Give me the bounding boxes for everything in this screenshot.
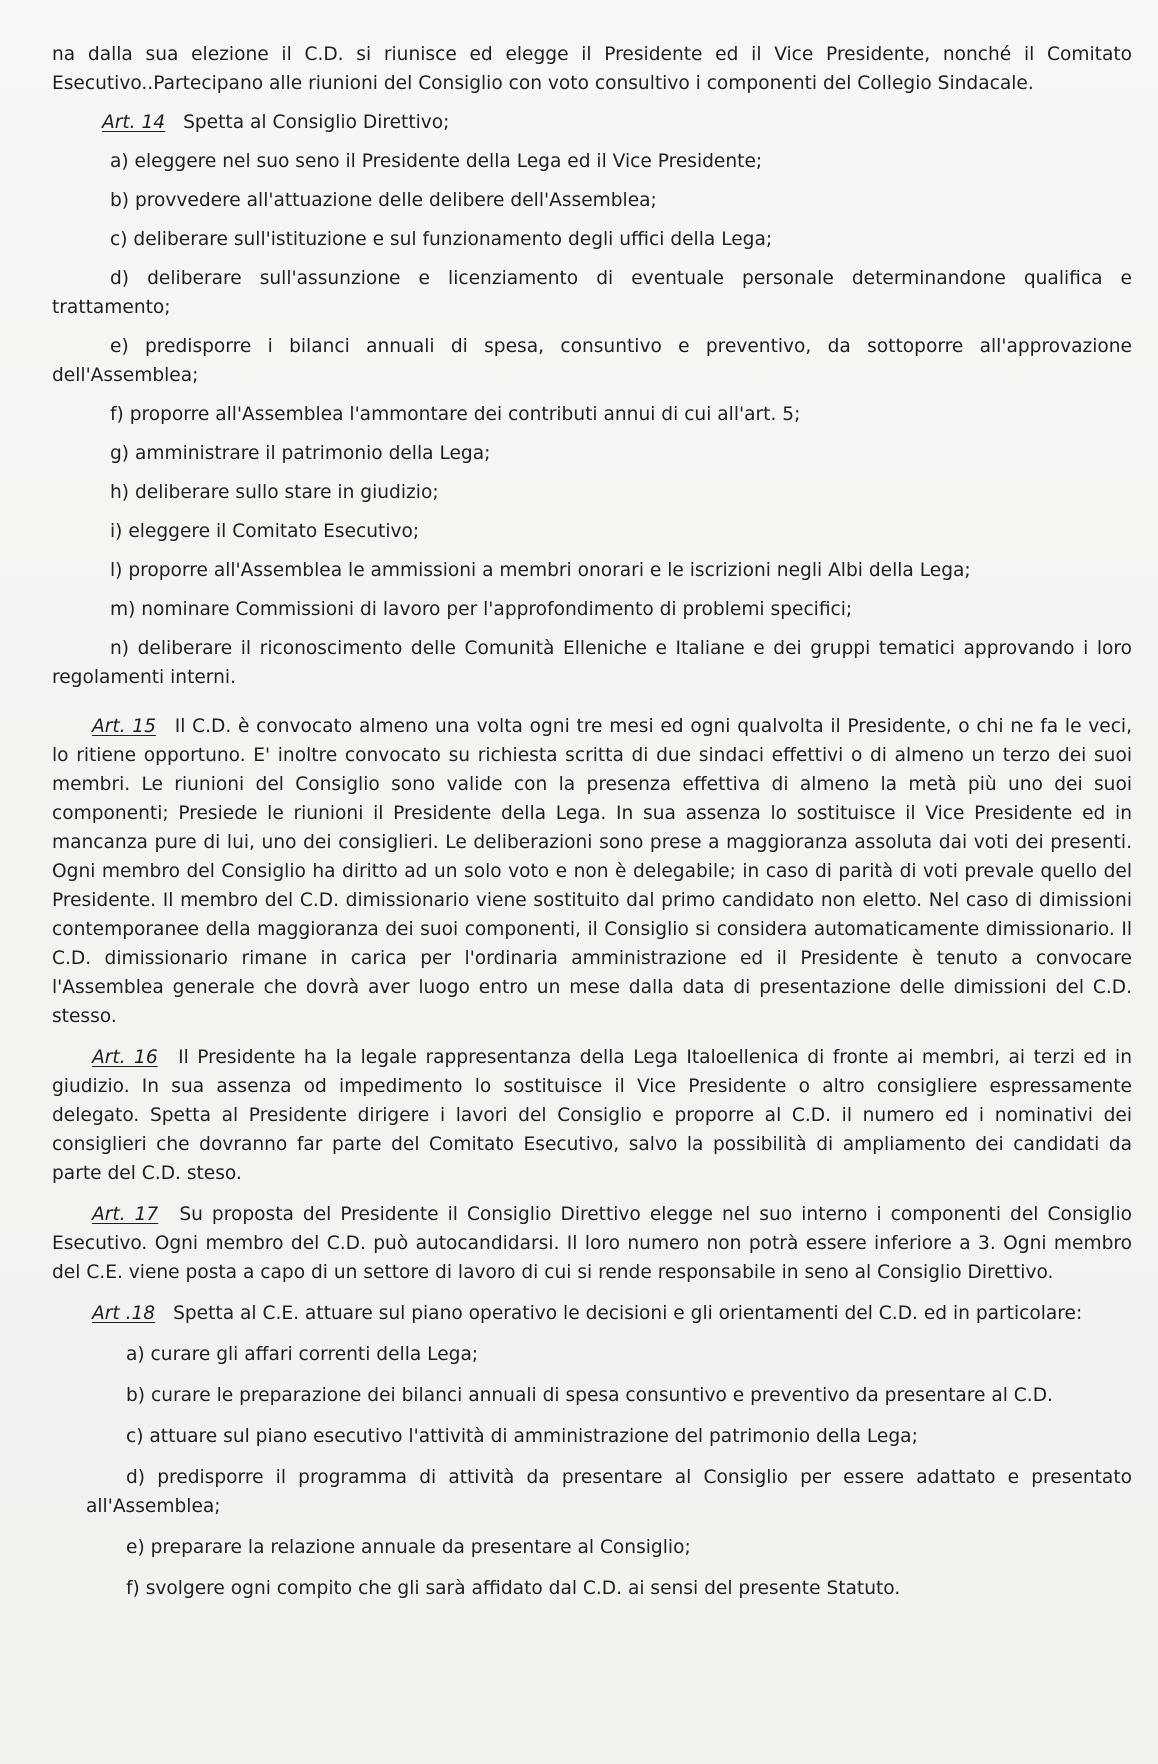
art18-item-d: d) predisporre il programma di attività da presentare al Consiglio per essere adattato e presentato all'Assemblea; (86, 1467, 1132, 1517)
art14-item-a: a) eleggere nel suo seno il Presidente della Lega ed il Vice Presidente; (110, 151, 763, 172)
art18-item-c: c) attuare sul piano esecutivo l'attività di amministrazione del patrimonio della Lega; (126, 1426, 918, 1447)
art14-item-d: d) deliberare sull'assunzione e licenziamento di eventuale personale determinandone qualifica e trattamento; (52, 268, 1132, 318)
art15-label: Art. 15 (92, 716, 156, 737)
art14-label: Art. 14 (102, 112, 166, 133)
art16-text: Il Presidente ha la legale rappresentanza della Lega Italoellenica di fronte ai membri, ai terzi ed in giudizio. In sua assenza od impedimento lo sostituisce il Vice Presidente o altro consigliere espressamente delegato. Spetta al Presidente dirigere i lavori del Consiglio e proporre al C.D. il numero ed i nominativi dei consiglieri che dovranno far parte del Comitato Esecutivo, salvo la possibilità di ampliamento dei candidati da parte del C.D. steso. (52, 1047, 1132, 1184)
art14-item-n: n) deliberare il riconoscimento delle Comunità Elleniche e Italiane e dei gruppi tematici approvando i loro regolamenti interni. (52, 638, 1132, 688)
art17-text: Su proposta del Presidente il Consiglio Direttivo elegge nel suo interno i componenti del Consiglio Esecutivo. Ogni membro del C.D. può autocandidarsi. Il loro numero non potrà essere inferiore a 3. Ogni membro del C.E. viene posta a capo di un settore di lavoro di cui si rende responsabile in seno al Consiglio Direttivo. (52, 1204, 1132, 1283)
art17-paragraph (52, 1200, 1132, 1287)
art17-label: Art. 17 (92, 1204, 159, 1225)
art14-item-l: l) proporre all'Assemblea le ammissioni a membri onorari e le iscrizioni negli Albi della Lega; (110, 560, 971, 581)
art14-item-c: c) deliberare sull'istituzione e sul funzionamento degli uffici della Lega; (110, 229, 773, 250)
opening-paragraph: na dalla sua elezione il C.D. si riunisce ed elegge il Presidente ed il Vice Presidente, nonché il Comitato Esecutivo..Partecipano alle riunioni del Consiglio con voto consultivo i componenti del Collegio Sindacale. (52, 44, 1132, 94)
art14-intro: Spetta al Consiglio Direttivo; (183, 112, 450, 133)
art14-item-b: b) provvedere all'attuazione delle delibere dell'Assemblea; (110, 190, 657, 211)
art15-text: Il C.D. è convocato almeno una volta ogni tre mesi ed ogni qualvolta il Presidente, o chi ne fa le veci, lo ritiene opportuno. E' inoltre convocato su richiesta scritta di due sindaci effettivi o di almeno un terzo dei suoi membri. Le riunioni del Consiglio sono valide con la presenza effettiva di almeno la metà più uno dei suoi componenti; Presiede le riunioni il Presidente della Lega. In sua assenza lo sostituisce il Vice Presidente ed in mancanza pure di lui, uno dei consiglieri. Le deliberazioni sono prese a maggioranza assoluta dai voti dei presenti. Ogni membro del Consiglio ha diritto ad un solo voto e non è delegabile; in caso di parità di voti prevale quello del Presidente. Il membro del C.D. dimissionario viene sostituito dal primo candidato non eletto. Nel caso di dimissioni contemporanee della maggioranza dei suoi componenti, il Consiglio si considera automaticamente dimissionario. Il C.D. dimissionario rimane in carica per l'ordinaria amministrazione ed il Presidente è tenuto a convocare l'Assemblea generale che dovrà aver luogo entro un mese dalla data di presentazione delle dimissioni del C.D. stesso. (52, 716, 1132, 1027)
art18-label: Art .18 (92, 1303, 156, 1324)
art18-item-f: f) svolgere ogni compito che gli sarà affidato dal C.D. ai sensi del presente Statuto. (126, 1578, 901, 1599)
document-content (52, 40, 1132, 1615)
art15-paragraph (52, 712, 1132, 1031)
art14-item-h: h) deliberare sullo stare in giudizio; (110, 482, 439, 503)
art14-item-m: m) nominare Commissioni di lavoro per l'approfondimento di problemi specifici; (110, 599, 853, 620)
art14-item-f: f) proporre all'Assemblea l'ammontare dei contributi annui di cui all'art. 5; (110, 404, 801, 425)
art16-label: Art. 16 (92, 1047, 158, 1068)
art18-item-e: e) preparare la relazione annuale da presentare al Consiglio; (126, 1537, 691, 1558)
art14-item-e: e) predisporre i bilanci annuali di spesa, consuntivo e preventivo, da sottoporre all'approvazione dell'Assemblea; (52, 336, 1132, 386)
art18-list (86, 1340, 1132, 1603)
art18-item-b: b) curare le preparazione dei bilanci annuali di spesa consuntivo e preventivo da presentare al C.D. (126, 1385, 1053, 1406)
art14-heading (52, 108, 1132, 137)
art18-intro: Spetta al C.E. attuare sul piano operativo le decisioni e gli orientamenti del C.D. ed in particolare: (173, 1303, 1083, 1324)
art14-item-g: g) amministrare il patrimonio della Lega; (110, 443, 491, 464)
art18-paragraph (52, 1299, 1132, 1328)
art16-paragraph (52, 1043, 1132, 1188)
art18-item-a: a) curare gli affari correnti della Lega; (126, 1344, 479, 1365)
section-spacer (52, 702, 1132, 708)
art14-item-i: i) eleggere il Comitato Esecutivo; (110, 521, 420, 542)
